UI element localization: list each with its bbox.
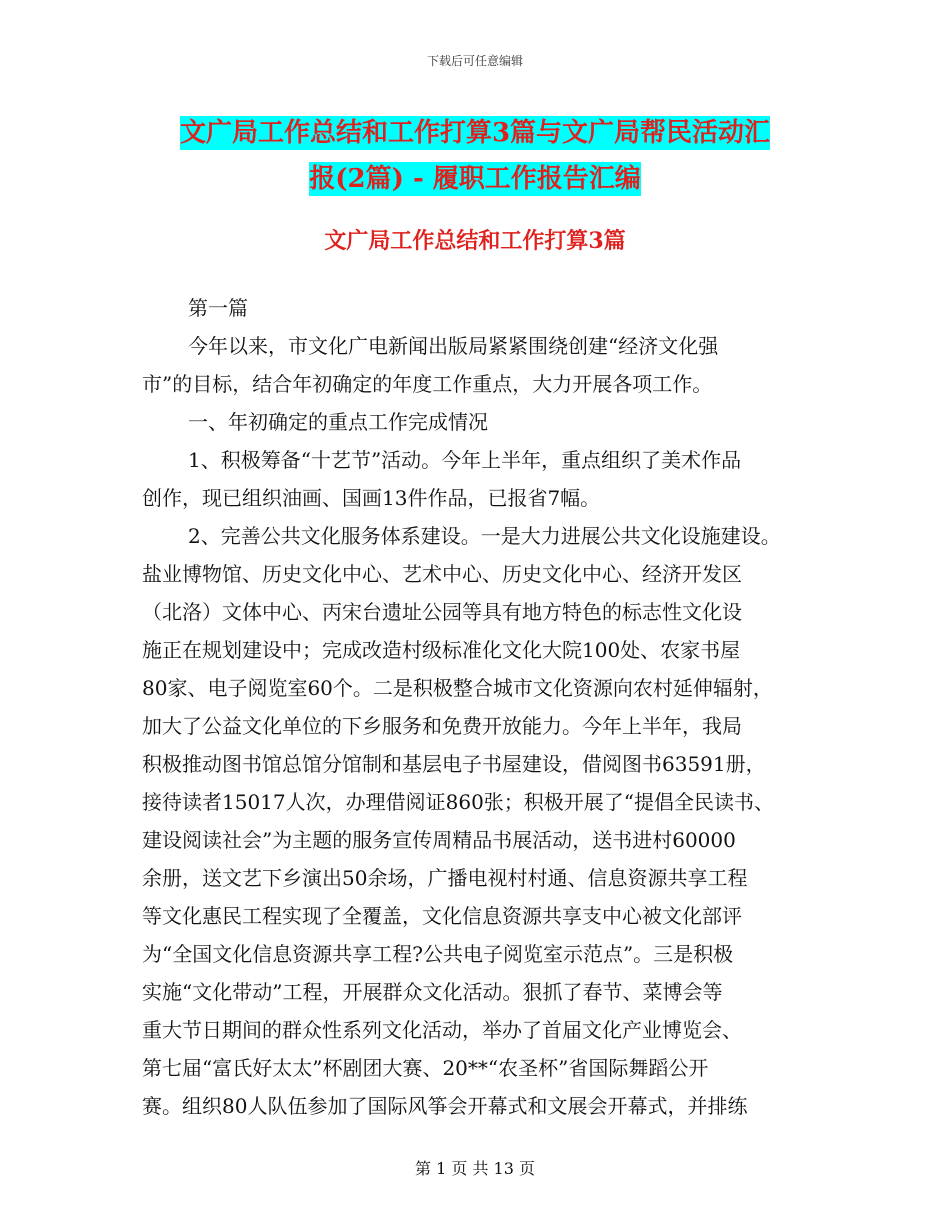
paragraph-line: 80家、电子阅览室60个。二是积极整合城市文化资源向农村延伸辐射，: [142, 676, 773, 700]
title-highlight-2: 报(2篇) - 履职工作报告汇编: [309, 164, 641, 194]
paragraph-line: 2、完善公共文化服务体系建设。一是大力进展公共文化设施建设。: [188, 524, 781, 548]
paragraph-line: 实施“文化带动”工程，开展群众文化活动。狠抓了春节、菜博会等: [142, 980, 723, 1004]
title-highlight-1: 文广局工作总结和工作打算3篇与文广局帮民活动汇: [179, 118, 771, 148]
paragraph-line: 市”的目标，结合年初确定的年度工作重点，大力开展各项工作。: [142, 372, 713, 396]
document-title-line-1: [0, 112, 950, 149]
paragraph-line: 1、积极筹备“十艺节”活动。今年上半年，重点组织了美术作品: [188, 448, 742, 472]
paragraph-line: 施正在规划建设中；完成改造村级标准化文化大院100处、农家书屋: [142, 638, 741, 662]
subheading-line: 一、年初确定的重点工作完成情况: [188, 410, 488, 434]
paragraph-line: 创作，现已组织油画、国画13件作品，已报省7幅。: [142, 486, 601, 510]
paragraph-line: 加大了公益文化单位的下乡服务和免费开放能力。今年上半年，我局: [142, 714, 742, 738]
paragraph-line: 重大节日期间的群众性系列文化活动，举办了首届文化产业博览会、: [142, 1018, 742, 1042]
paragraph-line: 积极推动图书馆总馆分馆制和基层电子书屋建设，借阅图书63591册，: [142, 752, 766, 776]
document-title-line-2: [0, 158, 950, 195]
section-title: 文广局工作总结和工作打算3篇: [324, 228, 626, 254]
paragraph-line: 接待读者15017人次，办理借阅证860张；积极开展了“提倡全民读书、: [142, 790, 775, 814]
paragraph-line: 为“全国文化信息资源共享工程?公共电子阅览室示范点”。三是积极: [142, 942, 734, 966]
paragraph-line: （北洛）文体中心、丙宋台遗址公园等具有地方特色的标志性文化设: [142, 600, 742, 624]
paragraph-line: 赛。组织80人队伍参加了国际风筝会开幕式和文展会开幕式，并排练: [142, 1094, 748, 1118]
page-footer: 第 1 页 共 13 页: [415, 1159, 535, 1178]
paragraph-line: 盐业博物馆、历史文化中心、艺术中心、历史文化中心、经济开发区: [142, 562, 742, 586]
paragraph-line: 第七届“富氏好太太”杯剧团大赛、20**“农圣杯”省国际舞蹈公开: [142, 1056, 709, 1080]
chapter-heading: 第一篇: [188, 296, 248, 320]
paragraph-line: 建设阅读社会”为主题的服务宣传周精品书展活动，送书进村60000: [142, 828, 736, 852]
paragraph-line: 余册，送文艺下乡演出50余场，广播电视村村通、信息资源共享工程: [142, 866, 748, 890]
header-note: 下载后可任意编辑: [426, 54, 523, 68]
paragraph-line: 等文化惠民工程实现了全覆盖，文化信息资源共享支中心被文化部评: [142, 904, 742, 928]
paragraph-line: 今年以来，市文化广电新闻出版局紧紧围绕创建“经济文化强: [188, 334, 719, 358]
